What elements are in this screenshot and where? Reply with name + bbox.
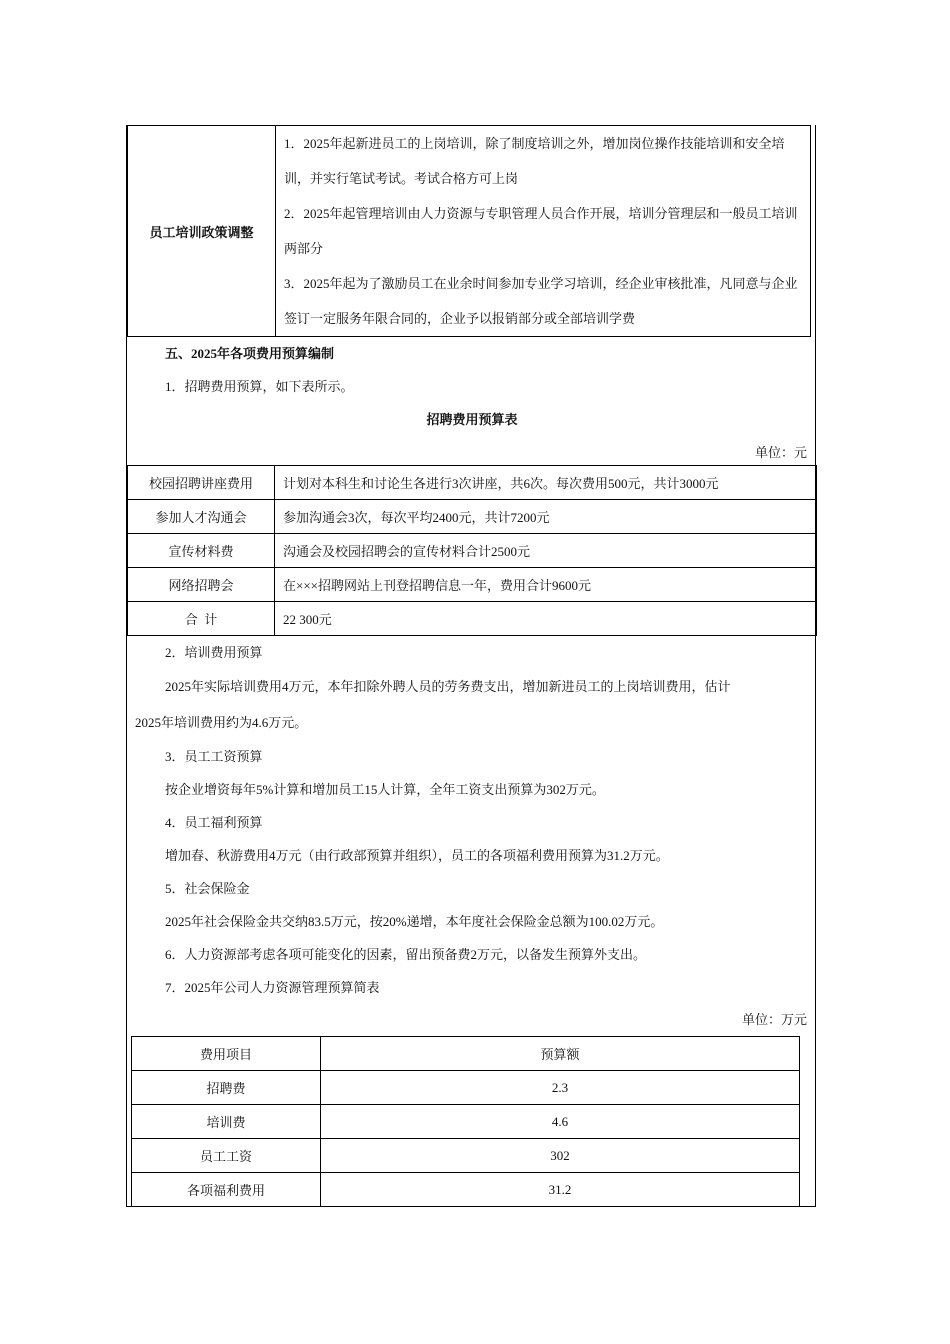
policy-item-3: 3．2025年起为了激励员工在业余时间参加专业学习培训，经企业审核批准，凡同意与企业签订一定服务年限合同的，企业予以报销部分或全部培训学费 bbox=[284, 276, 798, 326]
table-row bbox=[128, 568, 817, 602]
summary-amount: 302 bbox=[321, 1139, 800, 1173]
item-5: 5．社会保险金 bbox=[165, 881, 250, 896]
recruit-table-title: 招聘费用预算表 bbox=[426, 412, 518, 427]
recruit-desc: 计划对本科生和讨论生各进行3次讲座，共6次。每次费用500元，共计3000元 bbox=[275, 466, 817, 500]
summary-header-item: 费用项目 bbox=[132, 1037, 321, 1071]
table-row bbox=[128, 466, 817, 500]
summary-item: 各项福利费用 bbox=[132, 1173, 321, 1207]
table-row bbox=[128, 602, 817, 636]
recruit-budget-table bbox=[127, 465, 817, 636]
item-2: 2．培训费用预算 bbox=[165, 645, 263, 660]
table-row bbox=[132, 1139, 800, 1173]
item-4-text: 增加春、秋游费用4万元（由行政部预算并组织），员工的各项福利费用预算为31.2万元。 bbox=[165, 848, 669, 863]
table-row bbox=[132, 1173, 800, 1207]
table-row bbox=[128, 534, 817, 568]
recruit-total-label: 合 计 bbox=[128, 602, 275, 636]
item-3: 3．员工工资预算 bbox=[165, 749, 263, 764]
summary-item: 员工工资 bbox=[132, 1139, 321, 1173]
summary-item: 招聘费 bbox=[132, 1071, 321, 1105]
recruit-item: 宣传材料费 bbox=[128, 534, 275, 568]
table-row bbox=[132, 1105, 800, 1139]
recruit-unit: 单位：元 bbox=[754, 445, 807, 460]
summary-unit: 单位：万元 bbox=[741, 1012, 807, 1027]
policy-item-2: 2．2025年起管理培训由人力资源与专职管理人员合作开展，培训分管理层和一般员工培训两部分 bbox=[284, 206, 798, 256]
table-header-row bbox=[132, 1037, 800, 1071]
item-5-text: 2025年社会保险金共交纳83.5万元，按20%递增，本年度社会保险金总额为100.02万元。 bbox=[165, 914, 664, 929]
item-7: 7．2025年公司人力资源管理预算简表 bbox=[165, 980, 380, 995]
item-6: 6．人力资源部考虑各项可能变化的因素，留出预备费2万元，以备发生预算外支出。 bbox=[165, 947, 647, 962]
item-3-text: 按企业增资每年5%计算和增加员工15人计算，全年工资支出预算为302万元。 bbox=[165, 782, 605, 797]
summary-amount: 31.2 bbox=[321, 1173, 800, 1207]
policy-label: 员工培训政策调整 bbox=[128, 126, 276, 337]
summary-amount: 2.3 bbox=[321, 1071, 800, 1105]
summary-header-amount: 预算额 bbox=[321, 1037, 800, 1071]
recruit-desc: 沟通会及校园招聘会的宣传材料合计2500元 bbox=[275, 534, 817, 568]
hr-budget-summary-table bbox=[131, 1036, 800, 1207]
item-4: 4．员工福利预算 bbox=[165, 815, 263, 830]
recruit-item: 网络招聘会 bbox=[128, 568, 275, 602]
document-page bbox=[126, 125, 816, 1207]
table-row bbox=[128, 500, 817, 534]
recruit-item: 参加人才沟通会 bbox=[128, 500, 275, 534]
recruit-item: 校园招聘讲座费用 bbox=[128, 466, 275, 500]
policy-content bbox=[276, 126, 811, 337]
table-row bbox=[132, 1071, 800, 1105]
recruit-desc: 在×××招聘网站上刊登招聘信息一年，费用合计9600元 bbox=[275, 568, 817, 602]
training-policy-table bbox=[127, 125, 811, 337]
item-1: 1．招聘费用预算，如下表所示。 bbox=[165, 379, 354, 394]
recruit-total-value: 22 300元 bbox=[275, 602, 817, 636]
recruit-desc: 参加沟通会3次，每次平均2400元，共计7200元 bbox=[275, 500, 817, 534]
policy-item-1: 1．2025年起新进员工的上岗培训，除了制度培训之外，增加岗位操作技能培训和安全培训，并实行笔试考试。考试合格方可上岗 bbox=[284, 136, 785, 186]
section-heading: 五、2025年各项费用预算编制 bbox=[165, 346, 335, 361]
item-2-text-a: 2025年实际培训费用4万元，本年扣除外聘人员的劳务费支出，增加新进员工的上岗培训费用，估计 bbox=[165, 679, 731, 694]
item-2-text-b: 2025年培训费用约为4.6万元。 bbox=[135, 715, 308, 730]
summary-item: 培训费 bbox=[132, 1105, 321, 1139]
summary-amount: 4.6 bbox=[321, 1105, 800, 1139]
